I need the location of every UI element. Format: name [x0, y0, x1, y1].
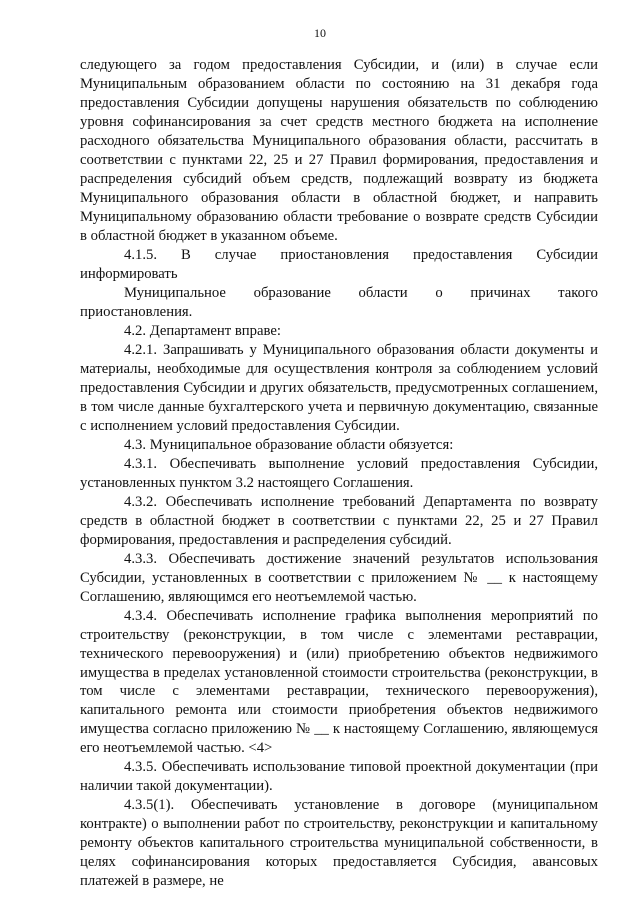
page-number: 10 — [314, 26, 326, 40]
paragraph-4-3: 4.3. Муниципальное образование области обязуется: — [124, 436, 454, 453]
paragraph-4-3-4: 4.3.4. Обеспечивать исполнение графика выполнения мероприятий по строительству (реконструкции, в том числе с элементами реставрации, технического перевооружения) и (или) приобретению объектов недвижимого имущества в пределах установленной стоимости строительства (реконструкции, в том числе с элементами реставрации, технического перевооружения), капитального ремонта или стоимости приобретения объектов недвижимого имущества согласно приложению № __ к настоящему Соглашению, являющемуся его неотъемлемой частью. <4> — [80, 607, 598, 757]
paragraph-4-2: 4.2. Департамент вправе: — [124, 322, 281, 339]
paragraph-4-1-5: 4.1.5. В случае приостановления предоставления Субсидии информировать — [80, 246, 598, 282]
paragraph-4-3-1: 4.3.1. Обеспечивать выполнение условий предоставления Субсидии, установленных пунктом 3.2 настоящего Соглашения. — [80, 455, 598, 491]
paragraph-4-3-2: 4.3.2. Обеспечивать исполнение требований Департамента по возврату средств в областной бюджет в соответствии с пунктами 22, 25 и 27 Правил формирования, предоставления и распределения субсидий. — [80, 493, 598, 548]
document-body — [80, 56, 598, 891]
paragraph-4-2-1: 4.2.1. Запрашивать у Муниципального образования области документы и материалы, необходимые для осуществления контроля за соблюдением условий предоставления Субсидии и других обязательств, предусмотренных соглашением, в том числе данные бухгалтерского учета и первичную документацию, связанные с исполнением условий предоставления Субсидии. — [80, 341, 598, 434]
paragraph-continuation: следующего за годом предоставления Субсидии, и (или) в случае если Муниципальным образованием области по состоянию на 31 декабря года предоставления Субсидии допущены нарушения обязательств по соблюдению уровня софинансирования за счет средств местного бюджета на исполнение расходного обязательства Муниципального образования области, рассчитать в соответствии с пунктами 22, 25 и 27 Правил формирования, предоставления и распределения субсидий объем средств, подлежащий возврату из бюджета Муниципального образования области в областной бюджет, и направить Муниципальному образованию области требование о возврате средств Субсидии в областной бюджет в указанном объеме. — [80, 57, 598, 244]
paragraph-4-1-5-continued: Муниципальное образование области о причинах такого приостановления. — [80, 284, 598, 320]
paragraph-4-3-3: 4.3.3. Обеспечивать достижение значений результатов использования Субсидии, установленных в соответствии с приложением № __ к настоящему Соглашению, являющимся его неотъемлемой частью. — [80, 550, 598, 605]
paragraph-4-3-5-1: 4.3.5(1). Обеспечивать установление в договоре (муниципальном контракте) о выполнении работ по строительству, реконструкции и капитальному ремонту объектов капитального строительства муниципальной собственности, в целях софинансирования которых предоставляется Субсидия, авансовых платежей в размере, не — [80, 797, 598, 890]
paragraph-4-3-5: 4.3.5. Обеспечивать использование типовой проектной документации (при наличии такой документации). — [80, 759, 598, 795]
